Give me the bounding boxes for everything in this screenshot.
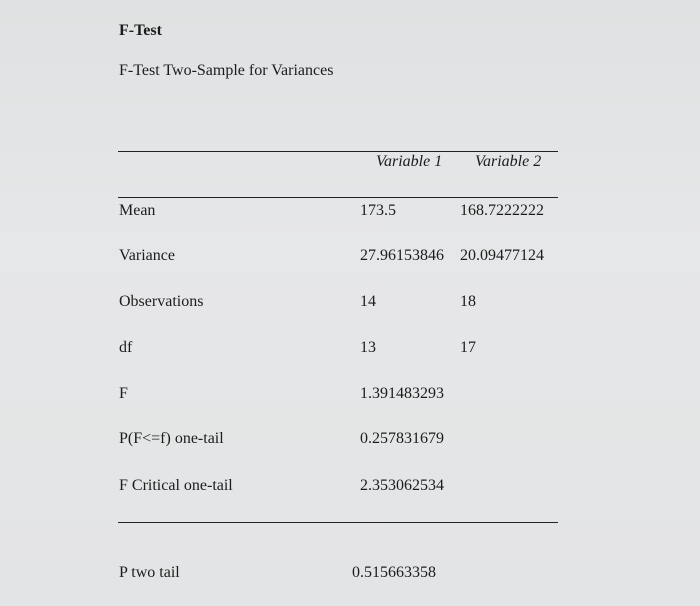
observations-variable-2: 18 bbox=[460, 293, 476, 310]
variance-variable-1: 27.96153846 bbox=[360, 247, 444, 264]
df-variable-1: 13 bbox=[360, 339, 376, 356]
table-top-rule bbox=[118, 151, 558, 152]
table-title: F-Test Two-Sample for Variances bbox=[119, 62, 334, 79]
column-header-variable-2: Variable 2 bbox=[475, 153, 542, 170]
row-label-f-critical: F Critical one-tail bbox=[119, 477, 233, 494]
f-variable-1: 1.391483293 bbox=[360, 385, 444, 402]
p-two-tail-label: P two tail bbox=[119, 564, 180, 581]
p-one-tail-variable-1: 0.257831679 bbox=[360, 430, 444, 447]
column-header-variable-1: Variable 1 bbox=[376, 153, 443, 170]
df-variable-2: 17 bbox=[460, 339, 476, 356]
page-title: F-Test bbox=[119, 22, 162, 39]
row-label-p-one-tail: P(F<=f) one-tail bbox=[119, 430, 224, 447]
row-label-df: df bbox=[119, 339, 133, 356]
f-critical-variable-1: 2.353062534 bbox=[360, 477, 444, 494]
table-header-rule bbox=[118, 197, 558, 198]
row-label-variance: Variance bbox=[119, 247, 175, 264]
table-bottom-rule bbox=[118, 522, 558, 523]
p-two-tail-value: 0.515663358 bbox=[352, 564, 436, 581]
row-label-f: F bbox=[119, 385, 128, 402]
variance-variable-2: 20.09477124 bbox=[460, 247, 544, 264]
mean-variable-2: 168.7222222 bbox=[460, 202, 544, 219]
mean-variable-1: 173.5 bbox=[360, 202, 396, 219]
row-label-mean: Mean bbox=[119, 202, 156, 219]
row-label-observations: Observations bbox=[119, 293, 204, 310]
observations-variable-1: 14 bbox=[360, 293, 376, 310]
